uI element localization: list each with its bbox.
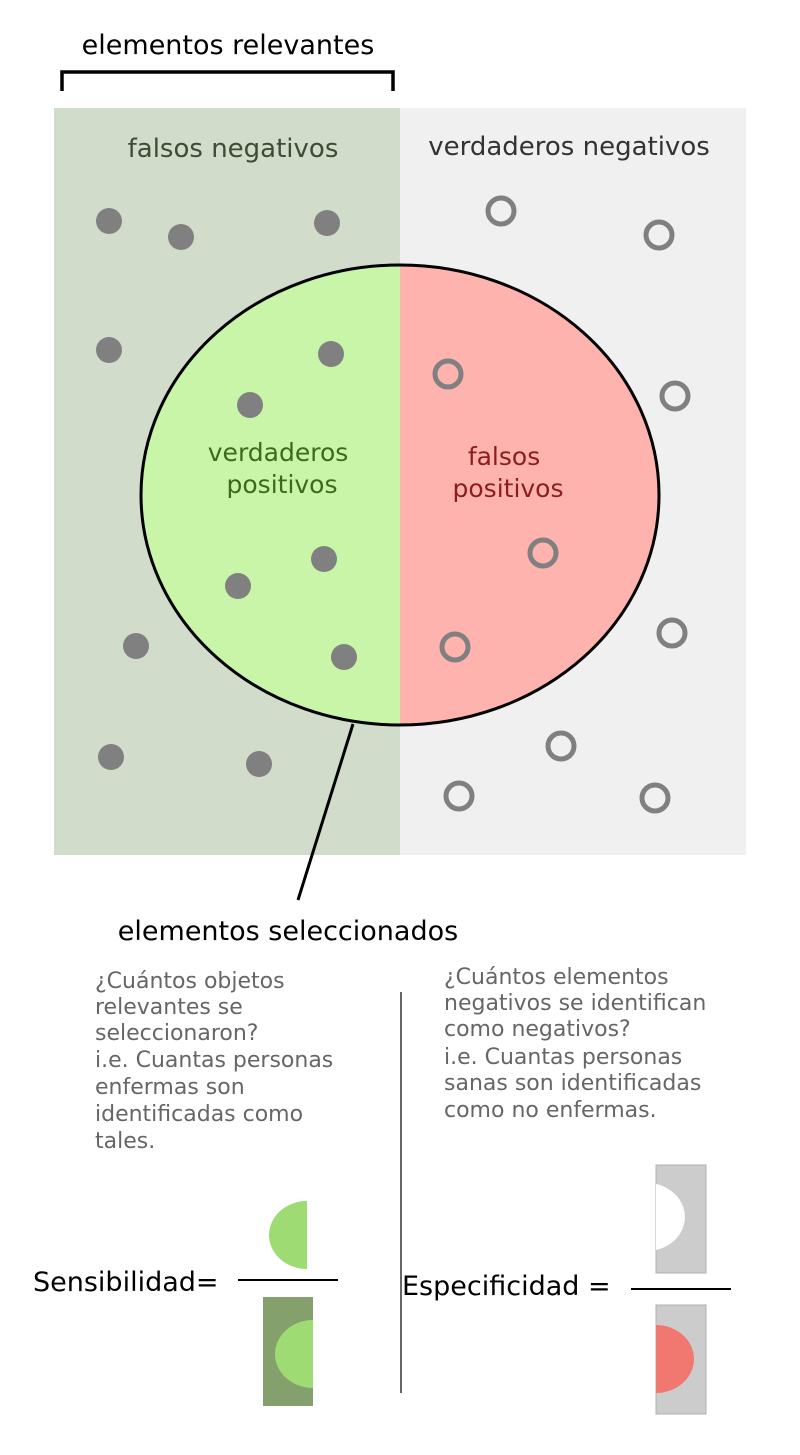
sensitivity-question: ¿Cuántos objetos relevantes se seleccionaron? i.e. Cuantas personas enfermas son identificadas como tales. <box>95 969 334 1154</box>
relevant-dot <box>311 546 337 572</box>
specificity-question: ¿Cuántos elementos negativos se identifican como negativos? i.e. Cuantas personas sanas son identificadas como no enfermas. <box>444 965 707 1123</box>
relevant-dot <box>246 751 272 777</box>
relevant-dot <box>98 744 124 770</box>
selected-elements-label: elementos seleccionados <box>117 916 459 947</box>
relevant-dot <box>96 208 122 234</box>
relevant-dot <box>318 341 344 367</box>
relevant-dot <box>237 392 263 418</box>
false-positives-label: falsos positivos <box>452 442 564 503</box>
relevant-dot <box>123 633 149 659</box>
relevant-dot <box>96 337 122 363</box>
true-negatives-label: verdaderos negativos <box>428 132 710 162</box>
relevant-dot <box>314 210 340 236</box>
specificity-formula-label: Especificidad = <box>402 1271 611 1302</box>
relevant-dot <box>331 644 357 670</box>
true-positives-label: verdaderos positivos <box>207 438 349 499</box>
sensitivity-formula-label: Sensibilidad= <box>33 1267 219 1298</box>
relevant-dot <box>168 224 194 250</box>
relevant-elements-label: elementos relevantes <box>81 30 375 61</box>
false-negatives-label: falsos negativos <box>127 134 339 164</box>
relevant-bracket <box>62 72 393 91</box>
sensitivity-numerator-half-circle <box>269 1201 307 1269</box>
relevant-dot <box>225 573 251 599</box>
